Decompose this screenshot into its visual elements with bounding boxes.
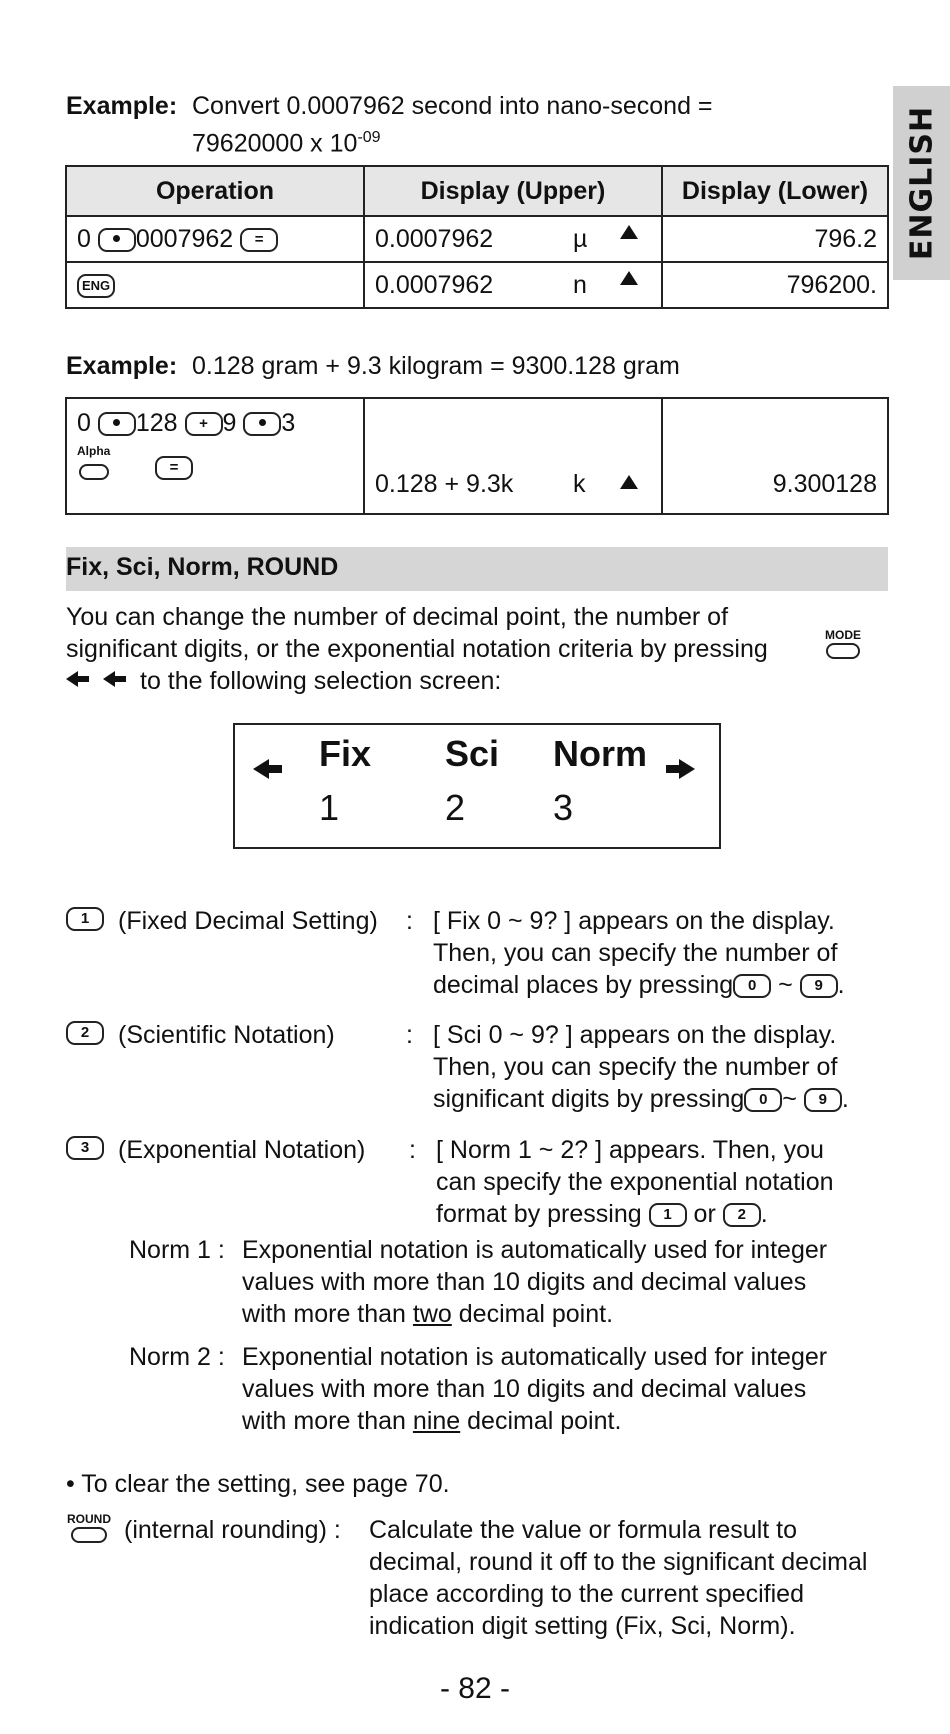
option-line1: [ Fix 0 ~ 9? ] appears on the display.	[433, 907, 835, 935]
table-row	[66, 262, 888, 308]
example1-line1: Convert 0.0007962 second into nano-second =	[192, 92, 713, 120]
option-line1: [ Norm 1 ~ 2? ] appears. Then, you	[436, 1136, 824, 1164]
option-colon: :	[409, 1136, 416, 1164]
alpha-key-label: Alpha	[77, 444, 111, 458]
triangle-indicator-icon	[620, 225, 638, 239]
table-row	[66, 216, 888, 262]
example1-line2: 79620000 x $10^{-09}$	[192, 129, 381, 158]
screen-num-1: 1	[319, 787, 340, 828]
triangle-indicator-icon	[620, 475, 638, 489]
page-number: - 82 -	[439, 1672, 511, 1705]
option-line2: can specify the exponential notation	[436, 1168, 834, 1196]
plus-key-icon: +	[185, 412, 223, 436]
norm1-line3: with more than two decimal point.	[242, 1300, 614, 1328]
header-display-lower: Display (Lower)	[662, 166, 888, 216]
intro-line2: significant digits, or the exponential notation criteria by pressing	[66, 635, 768, 663]
operation-cell	[66, 262, 364, 308]
table-row	[66, 398, 888, 514]
option-line3: significant digits by pressing 0 ~ 9 .	[433, 1085, 849, 1113]
header-display-upper: Display (Upper)	[364, 166, 662, 216]
norm1-line1: Exponential notation is automatically used for integer	[242, 1236, 828, 1264]
decimal-point-key-icon	[98, 412, 136, 436]
screen-num-2: 2	[445, 787, 466, 828]
key-1-icon: 1	[66, 907, 104, 931]
triangle-indicator-icon	[620, 271, 638, 285]
example1-label: Example:	[66, 92, 178, 120]
intro-line3: to the following selection screen:	[140, 667, 502, 695]
lower-display-cell: 9.300128	[662, 398, 888, 514]
mode-key-label: MODE	[825, 628, 861, 642]
header-operation: Operation	[66, 166, 364, 216]
operation-table-1	[65, 165, 889, 309]
mode-key	[823, 628, 863, 659]
norm2-label: Norm 2 :	[129, 1343, 225, 1371]
key-2-icon: 2	[723, 1203, 761, 1227]
screen-norm: Norm	[553, 733, 648, 774]
language-tab	[893, 86, 950, 280]
key-1-icon: 1	[649, 1203, 687, 1227]
norm2-line3: with more than nine decimal point.	[242, 1407, 622, 1435]
key-9-icon: 9	[800, 974, 838, 998]
op-digit: 0	[77, 224, 91, 253]
operation-cell	[66, 398, 364, 514]
example1-exponent: -09	[357, 129, 381, 146]
clear-note: • To clear the setting, see page 70.	[66, 1470, 450, 1498]
norm2-line1: Exponential notation is automatically used for integer	[242, 1343, 828, 1371]
upper-value: 0.0007962	[375, 224, 494, 253]
equals-key-icon: =	[240, 228, 278, 252]
lower-display-cell: 796200.	[662, 262, 888, 308]
unit-prefix: k	[573, 470, 586, 498]
unit-prefix: µ	[573, 224, 588, 253]
alpha-key-icon	[79, 464, 109, 480]
round-line2: decimal, round it off to the significant decimal	[369, 1548, 868, 1576]
upper-value: 0.128 + 9.3k	[375, 470, 514, 498]
round-name: (internal rounding) :	[124, 1516, 341, 1544]
operation-cell	[66, 216, 364, 262]
op-digits: 0007962	[135, 224, 234, 253]
round-line3: place according to the current specified	[369, 1580, 804, 1608]
screen-left-arrow-icon	[253, 759, 281, 779]
option-line1: [ Sci 0 ~ 9? ] appears on the display.	[433, 1021, 837, 1049]
option-name: (Fixed Decimal Setting)	[118, 907, 378, 935]
round-key	[64, 1512, 114, 1543]
op-digits: 128	[135, 409, 178, 437]
option-name: (Exponential Notation)	[118, 1136, 366, 1164]
norm1-label: Norm 1 :	[129, 1236, 225, 1264]
decimal-point-key-icon	[98, 228, 136, 252]
upper-display-cell	[364, 398, 662, 514]
unit-prefix: n	[573, 270, 587, 299]
norm2-line2: values with more than 10 digits and decimal values	[242, 1375, 807, 1403]
round-line4: indication digit setting (Fix, Sci, Norm).	[369, 1612, 796, 1640]
screen-fix: Fix	[319, 733, 372, 774]
upper-value: 0.0007962	[375, 270, 494, 299]
section-title: Fix, Sci, Norm, ROUND	[66, 553, 339, 581]
mode-key-icon	[826, 643, 860, 659]
screen-sci: Sci	[445, 733, 500, 774]
upper-display-cell	[364, 262, 662, 308]
key-0-icon: 0	[744, 1088, 782, 1112]
round-key-icon	[71, 1527, 107, 1543]
example2-text: 0.128 gram + 9.3 kilogram = 9300.128 gram	[192, 352, 680, 380]
equals-key-icon: =	[155, 456, 193, 480]
round-key-label: ROUND	[67, 1512, 111, 1526]
screen-num-3: 3	[553, 787, 574, 828]
option-line2: Then, you can specify the number of	[433, 939, 838, 967]
round-line1: Calculate the value or formula result to	[369, 1516, 797, 1544]
option-name: (Scientific Notation)	[118, 1021, 335, 1049]
eng-key-icon: ENG	[77, 274, 115, 298]
section-header	[66, 547, 888, 591]
operation-table-2	[65, 397, 889, 515]
option-line2: Then, you can specify the number of	[433, 1053, 838, 1081]
key-3-icon: 3	[66, 1136, 104, 1160]
left-arrow-icons	[66, 670, 125, 688]
example2-label: Example:	[66, 352, 178, 380]
op-digit: 3	[281, 409, 296, 437]
option-line3: format by pressing 1 or 2 .	[436, 1200, 768, 1228]
selection-screen	[233, 723, 721, 849]
op-digit: 9	[222, 409, 237, 437]
option-line3: decimal places by pressing 0 ~ 9 .	[433, 971, 845, 999]
intro-line1: You can change the number of decimal point, the number of	[66, 603, 729, 631]
option-colon: :	[406, 1021, 413, 1049]
upper-display-cell	[364, 216, 662, 262]
language-tab-label: ENGLISH	[904, 105, 939, 261]
key-9-icon: 9	[804, 1088, 842, 1112]
key-0-icon: 0	[733, 974, 771, 998]
norm1-line2: values with more than 10 digits and decimal values	[242, 1268, 807, 1296]
key-2-icon: 2	[66, 1021, 104, 1045]
decimal-point-key-icon	[243, 412, 281, 436]
option-colon: :	[406, 907, 413, 935]
screen-right-arrow-icon	[667, 759, 695, 779]
op-digit: 0	[77, 409, 91, 437]
lower-display-cell: 796.2	[662, 216, 888, 262]
